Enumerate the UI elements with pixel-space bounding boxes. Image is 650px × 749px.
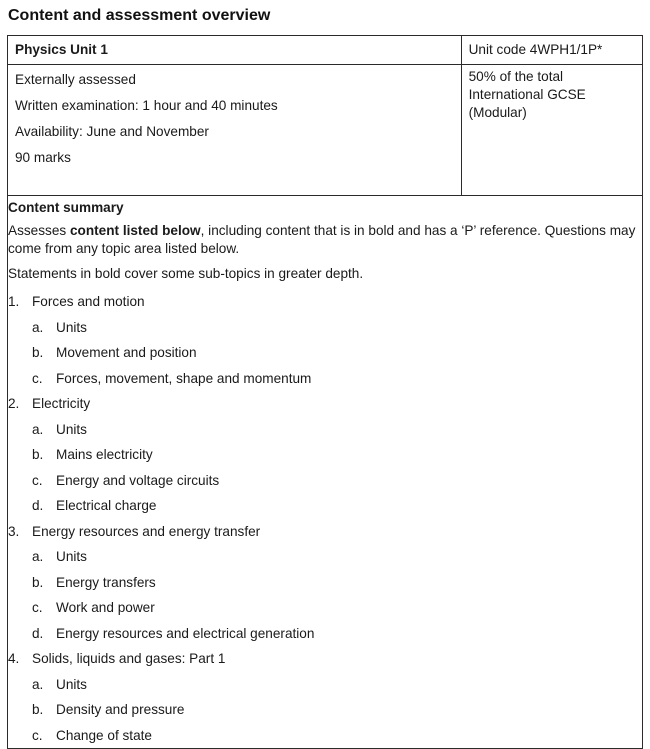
subtopic-item bbox=[8, 697, 642, 723]
subtopic-text: Energy resources and electrical generation bbox=[56, 625, 315, 641]
subtopic-item bbox=[8, 544, 642, 570]
subtopic-item bbox=[8, 468, 642, 494]
assessment-type: Externally assessed bbox=[15, 72, 136, 87]
subtopic-letter: b. bbox=[32, 702, 44, 717]
subtopic-letter: c. bbox=[32, 370, 43, 386]
topic-number: 2. bbox=[8, 396, 20, 411]
topic-number: 1. bbox=[8, 294, 20, 309]
subtopic-item bbox=[8, 366, 642, 392]
exam-duration: Written examination: 1 hour and 40 minutes bbox=[15, 98, 278, 113]
subtopic-text: Energy and voltage circuits bbox=[56, 472, 220, 488]
subtopic-letter: b. bbox=[32, 345, 44, 360]
subtopic-text: Units bbox=[56, 319, 87, 335]
subtopic-letter: d. bbox=[32, 498, 44, 513]
unit-code: Unit code 4WPH1/1P* bbox=[468, 42, 603, 57]
subtopic-text: Units bbox=[56, 676, 87, 692]
unit-info-row bbox=[8, 65, 643, 196]
subtopic-text: Movement and position bbox=[56, 345, 197, 360]
subtopic-item bbox=[8, 595, 642, 621]
subtopic-item bbox=[8, 315, 642, 341]
subtopic-letter: a. bbox=[32, 549, 44, 564]
subtopic-item bbox=[8, 493, 642, 519]
subtopic-letter: c. bbox=[32, 600, 43, 615]
topic-item bbox=[8, 646, 642, 672]
subtopic-letter: c. bbox=[32, 727, 43, 743]
subtopic-letter: a. bbox=[32, 676, 44, 692]
topic-number: 4. bbox=[8, 651, 20, 666]
weighting-cell bbox=[461, 65, 642, 196]
topic-title: Electricity bbox=[32, 396, 91, 411]
topic-item bbox=[8, 391, 642, 417]
subtopic-text: Electrical charge bbox=[56, 498, 157, 513]
subtopic-letter: b. bbox=[32, 574, 44, 590]
overview-table bbox=[7, 35, 643, 749]
unit-header-row bbox=[8, 36, 643, 65]
subtopic-item bbox=[8, 570, 642, 596]
subtopic-text: Density and pressure bbox=[56, 702, 185, 717]
unit-title-cell bbox=[8, 36, 462, 65]
intro-prefix: Assesses bbox=[8, 223, 70, 238]
topic-title: Forces and motion bbox=[32, 294, 145, 309]
topic-item bbox=[8, 289, 642, 315]
subtopic-text: Energy transfers bbox=[56, 574, 156, 590]
subtopic-letter: a. bbox=[32, 421, 44, 437]
subtopic-text: Units bbox=[56, 549, 87, 564]
topic-number: 3. bbox=[8, 523, 20, 539]
subtopic-item bbox=[8, 340, 642, 366]
content-summary-row bbox=[8, 196, 643, 749]
subtopic-item bbox=[8, 672, 642, 698]
topic-item bbox=[8, 519, 642, 545]
assessment-details-cell bbox=[8, 65, 462, 196]
subtopic-letter: b. bbox=[32, 447, 44, 462]
subtopic-item bbox=[8, 442, 642, 468]
summary-title: Content summary bbox=[8, 200, 124, 215]
subtopic-item bbox=[8, 723, 642, 749]
subtopic-item bbox=[8, 621, 642, 647]
content-summary-cell bbox=[8, 196, 643, 749]
subtopic-text: Work and power bbox=[56, 600, 155, 615]
intro-bold: content listed below bbox=[69, 223, 201, 238]
total-marks: 90 marks bbox=[15, 150, 71, 165]
unit-title: Physics Unit 1 bbox=[15, 42, 108, 57]
summary-intro bbox=[8, 222, 642, 258]
subtopic-letter: a. bbox=[32, 319, 44, 335]
subtopic-letter: d. bbox=[32, 625, 44, 641]
topic-title: Energy resources and energy transfer bbox=[32, 523, 261, 539]
subtopic-text: Mains electricity bbox=[56, 447, 153, 462]
subtopic-letter: c. bbox=[32, 472, 43, 488]
page-title: Content and assessment overview bbox=[8, 7, 271, 24]
topic-title: Solids, liquids and gases: Part 1 bbox=[32, 651, 226, 666]
subtopic-text: Units bbox=[56, 421, 87, 437]
subtopic-text: Change of state bbox=[56, 727, 152, 743]
subtopic-text: Forces, movement, shape and momentum bbox=[56, 370, 312, 386]
availability: Availability: June and November bbox=[15, 124, 209, 139]
intro-suffix: , including content that is in bold and has a ‘P’ reference. Questions may come from any topic area listed below. bbox=[8, 223, 636, 256]
unit-code-cell bbox=[461, 36, 642, 65]
subtopic-item bbox=[8, 417, 642, 443]
bold-statement-note: Statements in bold cover some sub-topics in greater depth. bbox=[8, 266, 364, 281]
unit-weighting: 50% of the total International GCSE (Modular) bbox=[468, 69, 586, 120]
